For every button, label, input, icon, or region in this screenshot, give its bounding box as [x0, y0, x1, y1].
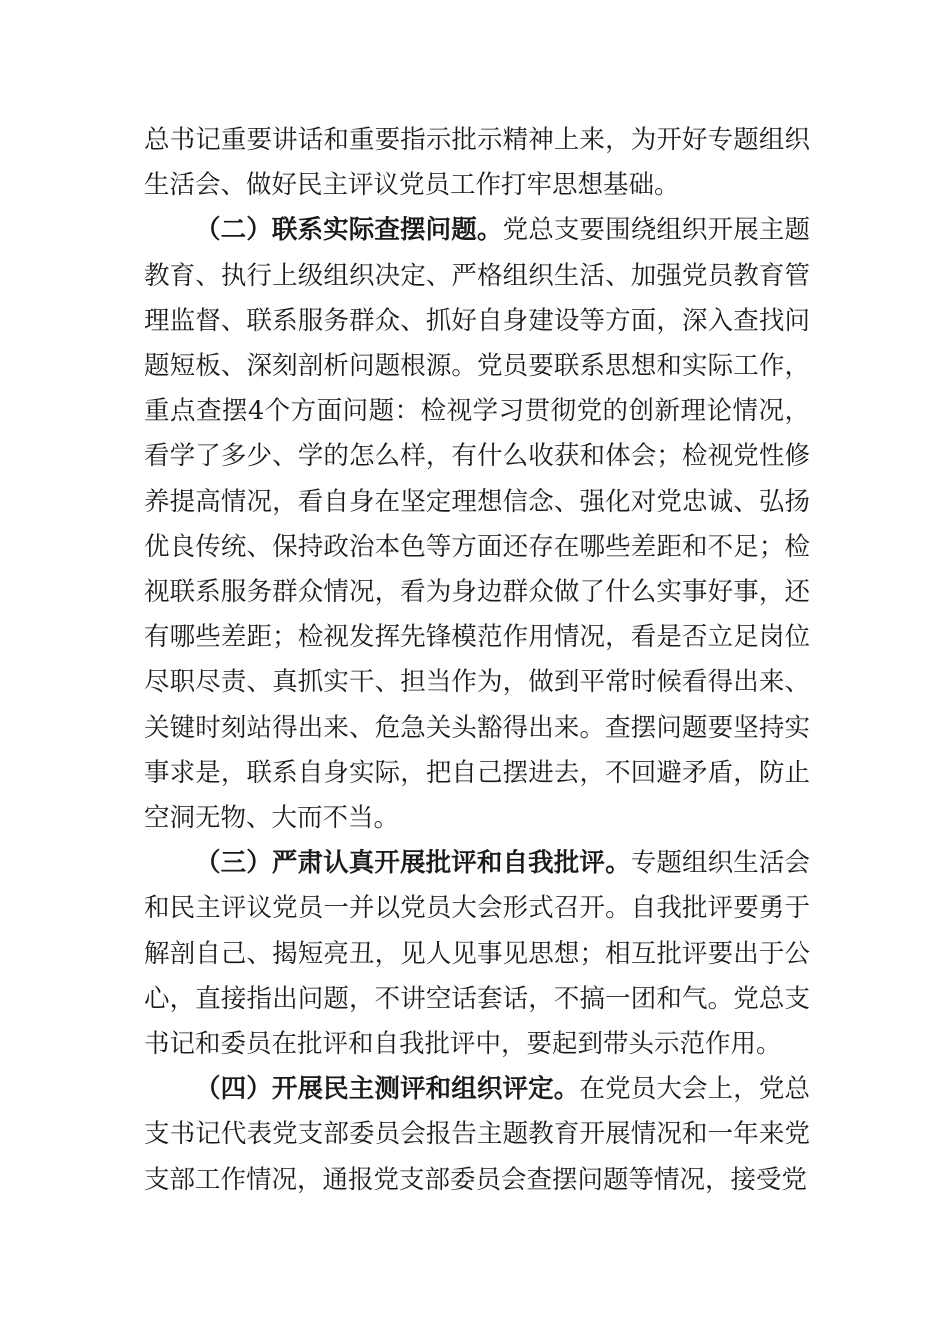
document-body [144, 118, 810, 1203]
paragraph-continuation [144, 118, 810, 208]
paragraph-body: 专题组织生活会和民主评议党员一并以党员大会形式召开。自我批评要勇于解剖自己、揭短亮丑，见人见事见思想；相互批评要出于公心，直接指出问题，不讲空话套话，不搞一团和气。党总支书记和委员在批评和自我批评中，要起到带头示范作用。 [144, 848, 810, 1060]
paragraph-body: 总书记重要讲话和重要指示批示精神上来，为开好专题组织生活会、做好民主评议党员工作打牢思想基础。 [144, 125, 810, 201]
paragraph-body: 党总支要围绕组织开展主题教育、执行上级组织决定、严格组织生活、加强党员教育管理监督、联系服务群众、抓好自身建设等方面，深入查找问题短板、深刻剖析问题根源。党员要联系思想和实际工作，重点查摆4个方面问题：检视学习贯彻党的创新理论情况，看学了多少、学的怎么样，有什么收获和体会；检视党性修养提高情况，看自身在坚定理想信念、强化对党忠诚、弘扬优良传统、保持政治本色等方面还存在哪些差距和不足；检视联系服务群众情况，看为身边群众做了什么实事好事，还有哪些差距；检视发挥先锋模范作用情况，看是否立足岗位尽职尽责、真抓实干、担当作为，做到平常时候看得出来、关键时刻站得出来、危急关头豁得出来。查摆问题要坚持实事求是，联系自身实际，把自己摆进去，不回避矛盾，防止空洞无物、大而不当。 [144, 215, 810, 834]
section-heading: （三）严肃认真开展批评和自我批评。 [195, 848, 631, 879]
section-heading: （四）开展民主测评和组织评定。 [195, 1074, 580, 1105]
paragraph-body: 在党员大会上，党总支书记代表党支部委员会报告主题教育开展情况和一年来党支部工作情况，通报党支部委员会查摆问题等情况，接受党 [144, 1074, 810, 1195]
paragraph-section-2 [144, 208, 810, 841]
section-heading: （二）联系实际查摆问题。 [195, 215, 503, 246]
paragraph-section-3 [144, 841, 810, 1067]
paragraph-section-4 [144, 1067, 810, 1203]
